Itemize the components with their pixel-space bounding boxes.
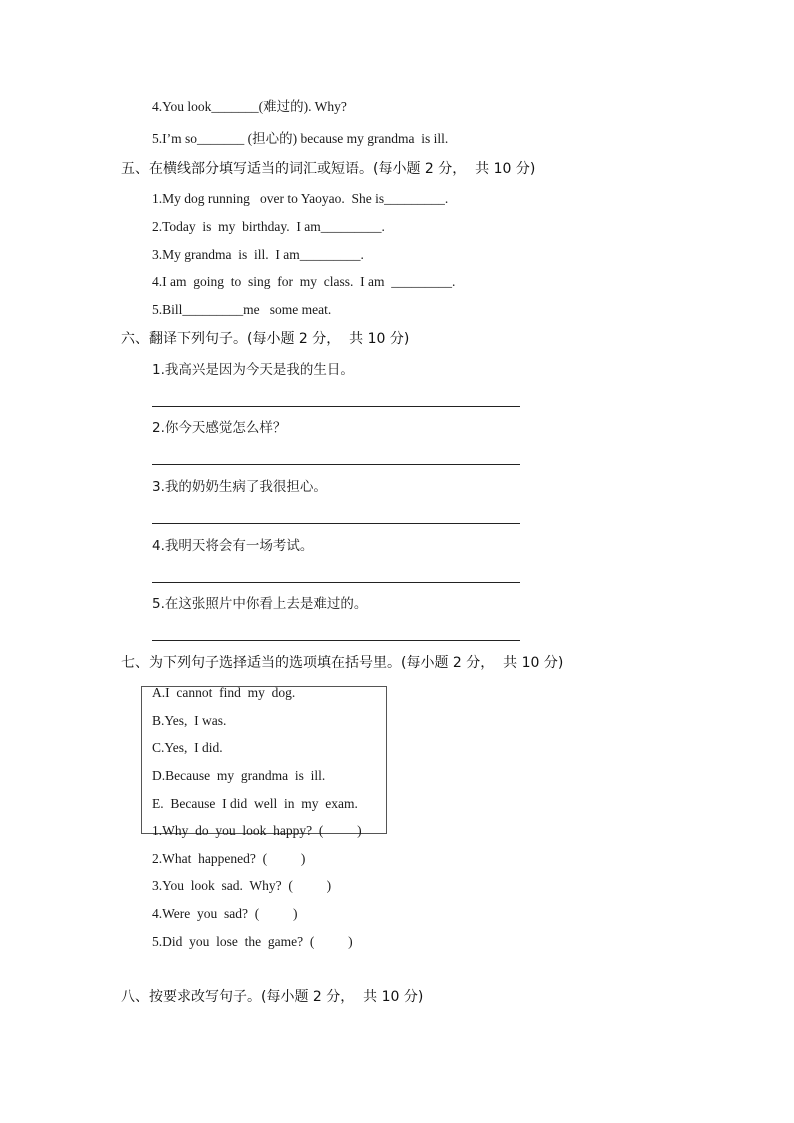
section8-heading: 八、按要求改写句子。(每小题 2 分， 共 10 分)	[121, 989, 424, 1005]
section5-item-5: 5.Bill_________me some meat.	[152, 302, 332, 317]
section7-question-3: 3.You look sad. Why? ( )	[152, 878, 332, 893]
section7-question-1: 1.Why do you look happy? ( )	[152, 823, 362, 838]
section6-heading: 六、翻译下列句子。(每小题 2 分， 共 10 分)	[121, 331, 410, 347]
option-a: A.I cannot find my dog.	[152, 685, 296, 700]
answer-line-2[interactable]	[152, 464, 520, 465]
answer-line-1[interactable]	[152, 406, 520, 407]
answer-line-3[interactable]	[152, 523, 520, 524]
section4-item-5: 5.I’m so_______ (担心的) because my grandma is ill.	[152, 131, 449, 146]
answer-line-5[interactable]	[152, 640, 520, 641]
section6-item-5: 5.在这张照片中你看上去是难过的。	[152, 596, 368, 612]
section7-question-5: 5.Did you lose the game? ( )	[152, 934, 353, 949]
section6-item-2: 2.你今天感觉怎么样？	[152, 420, 287, 436]
section6-item-1: 1.我高兴是因为今天是我的生日。	[152, 362, 354, 378]
answer-line-4[interactable]	[152, 582, 520, 583]
section6-item-4: 4.我明天将会有一场考试。	[152, 538, 314, 554]
option-d: D.Because my grandma is ill.	[152, 768, 326, 783]
section5-item-2: 2.Today is my birthday. I am_________.	[152, 219, 385, 234]
section5-item-4: 4.I am going to sing for my class. I am _________.	[152, 274, 456, 289]
option-c: C.Yes, I did.	[152, 740, 223, 755]
section5-heading: 五、在横线部分填写适当的词汇或短语。(每小题 2 分， 共 10 分)	[121, 161, 536, 177]
section7-question-2: 2.What happened? ( )	[152, 851, 306, 866]
section5-item-3: 3.My grandma is ill. I am_________.	[152, 247, 364, 262]
section5-item-1: 1.My dog running over to Yaoyao. She is_________.	[152, 191, 449, 206]
option-e: E. Because I did well in my exam.	[152, 796, 358, 811]
section6-item-3: 3.我的奶奶生病了我很担心。	[152, 479, 327, 495]
section4-item-4: 4.You look_______(难过的). Why?	[152, 99, 347, 114]
section7-heading: 七、为下列句子选择适当的选项填在括号里。(每小题 2 分， 共 10 分)	[121, 655, 564, 671]
section7-question-4: 4.Were you sad? ( )	[152, 906, 298, 921]
option-b: B.Yes, I was.	[152, 713, 227, 728]
